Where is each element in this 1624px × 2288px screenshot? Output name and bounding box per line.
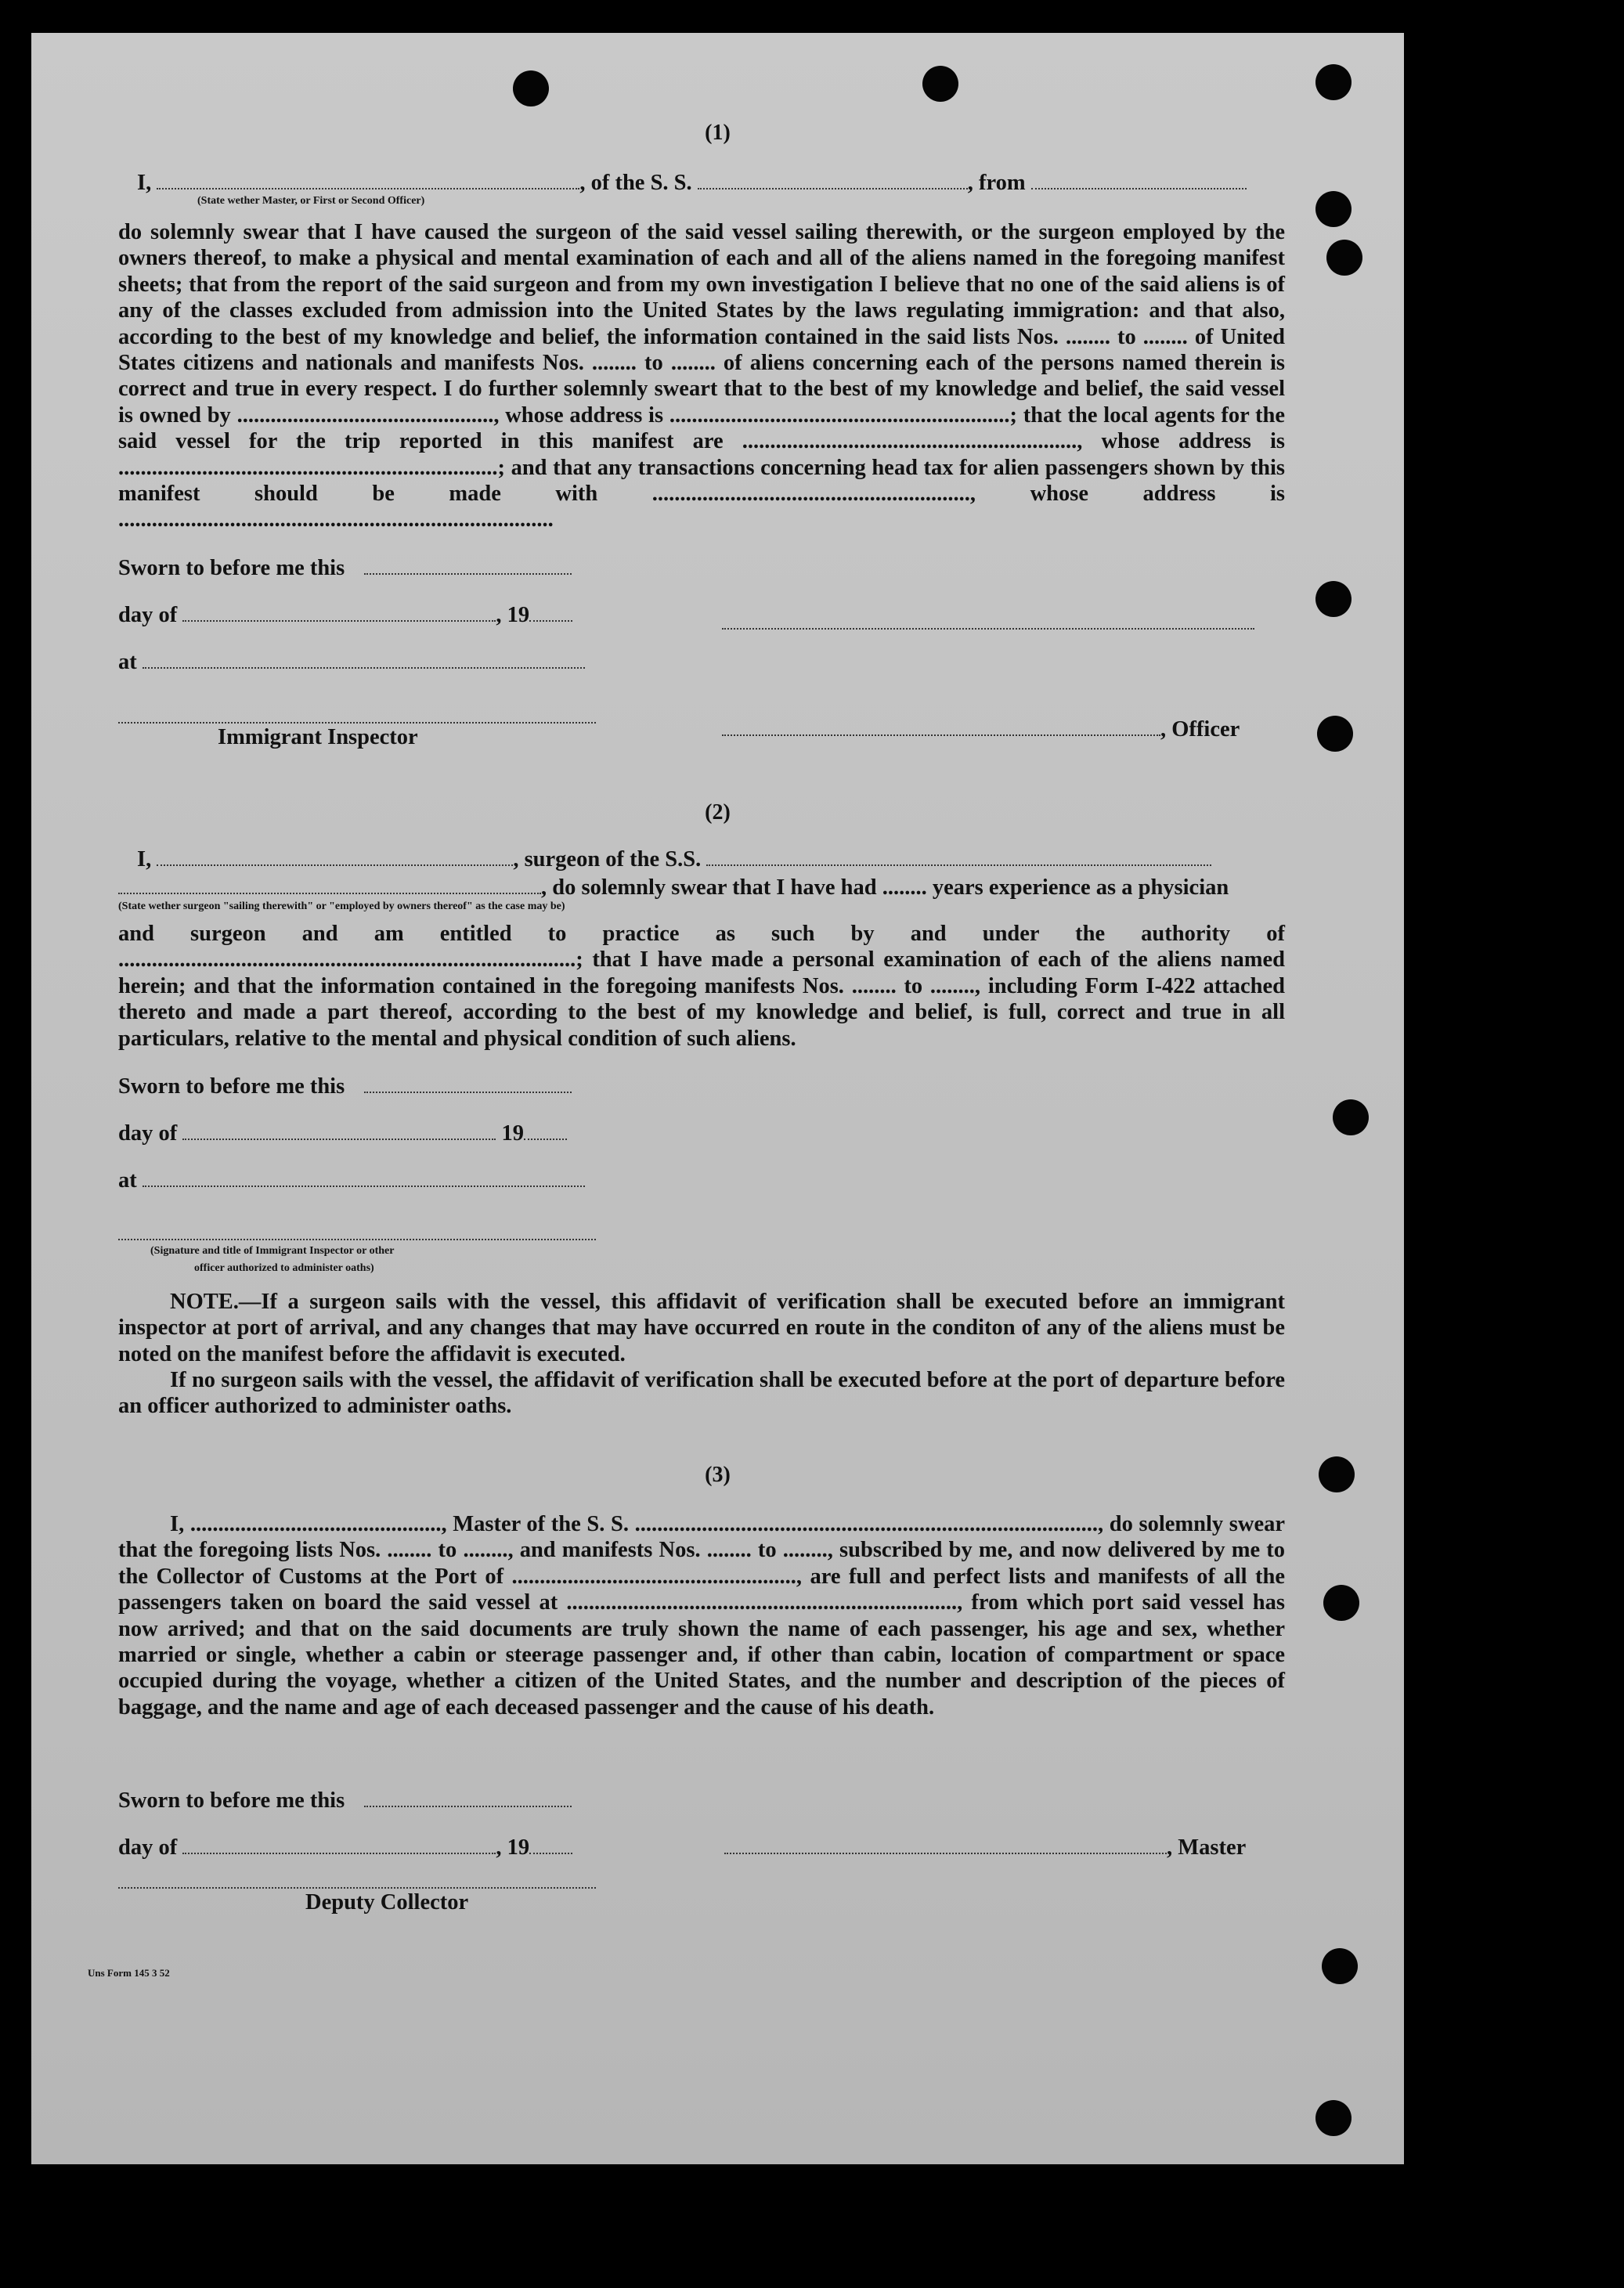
master-label: , Master <box>1167 1835 1247 1860</box>
blank-line <box>182 603 496 622</box>
blank-line <box>143 650 585 669</box>
punch-hole <box>1326 240 1362 276</box>
sec3-day-of <box>118 1835 572 1860</box>
sec2-sworn <box>118 1074 572 1099</box>
sec1-body: do solemnly swear that I have caused the surgeon of the said vessel sailing therewith, or the surgeon employed by the owners thereof, to make a physical and mental examination of each and all of the aliens named in the foregoing manifest sheets; that from the report of the said surgeon and from my own investigation I believe that no one of the said aliens is of any of the classes excluded from admission into the United States by the laws regulating immigration: and that also, according to the best of my knowledge and belief, the information contained in the said lists Nos. ........ to ........ of United States citizens and nationals and manifests Nos. ........ to ........ of aliens concerning each of the persons named therein is correct and true in every respect. I do further solemnly sweart that to the best of my knowledge and belief, the said vessel is owned by .............................................., whose address is .............................................................; that the local agents for the said vessel for the trip reported in this manifest are ............................................................, whose address is ....................................................................; and that any transactions concerning head tax for alien passengers shown by this manifest should be made with ........................................................., whose address is .............................................................................. <box>118 220 1285 532</box>
sec2-second-line <box>118 875 1229 900</box>
section-number: (2) <box>705 800 731 825</box>
sworn-label: Sworn to before me this <box>118 1788 345 1813</box>
sec1-of-ss: , of the S. S. <box>579 171 692 195</box>
punch-hole <box>1333 1099 1369 1135</box>
sec1-sworn <box>118 556 572 581</box>
sec2-at <box>118 1168 585 1193</box>
blank-line <box>182 1121 496 1140</box>
at-label: at <box>118 1168 137 1193</box>
section-number: (1) <box>705 121 731 145</box>
sec1-inspector: Immigrant Inspector <box>218 725 418 749</box>
inspector-signature-line <box>118 720 596 724</box>
blank-line <box>157 847 513 866</box>
blank-line <box>364 1074 572 1093</box>
year-label: , 19 <box>496 1835 530 1860</box>
sec3-master-line <box>724 1835 1246 1860</box>
sec2-i: I, <box>137 847 152 872</box>
punch-hole <box>1315 191 1352 227</box>
section-number: (3) <box>705 1463 731 1487</box>
day-of-label: day of <box>118 603 178 627</box>
punch-hole <box>1317 716 1353 752</box>
blank-line <box>698 171 968 189</box>
punch-hole <box>1323 1585 1359 1621</box>
sec2-signature-line <box>118 1237 596 1240</box>
sworn-label: Sworn to before me this <box>118 556 345 580</box>
sec1-i: I, <box>137 171 152 195</box>
punch-hole <box>1315 2100 1352 2136</box>
blank-line <box>529 603 572 622</box>
sec2-surgeon: , surgeon of the S.S. <box>513 847 702 872</box>
blank-line <box>706 847 1211 866</box>
sec2-note-2: If no surgeon sails with the vessel, the affidavit of verification shall be executed before at the port of departure before an officer authorized to administer oaths. <box>118 1368 1285 1419</box>
punch-hole <box>922 66 958 102</box>
form-number: Uns Form 145 3 52 <box>88 1967 170 1979</box>
at-label: at <box>118 650 137 674</box>
sec3-body: I, ............................................., Master of the S. S. ..................................................................................., do solemnly swear that the foregoing lists Nos. ........ to ........, and manifests Nos. ........ to ........, subscribed by me, and now delivered by me to the Collector of Customs at the Port of ..................................................., are full and perfect lists and manifests of all the passengers taken on board the said vessel at ......................................................................, from which port said vessel has now arrived; and that on the said documents are truly shown the name of each passenger, his age and sex, whether married or single, whether a cabin or steerage passenger and, if other than cabin, location of compartment or space occupied during the voyage, whether a citizen of the United States, and the number and description of the pieces of baggage, and the name and age of each deceased passenger and the cause of his death. <box>118 1512 1285 1720</box>
sec2-line2: , do solemnly swear that I have had ........ years experience as a physician <box>541 875 1229 900</box>
blank-line <box>118 875 541 894</box>
sec3-sworn <box>118 1788 572 1813</box>
blank-line <box>364 556 572 575</box>
sec1-day-of <box>118 603 572 628</box>
sec1-officer-line <box>722 717 1240 742</box>
blank-line <box>157 171 579 189</box>
sec1-caption: (State wether Master, or First or Second Officer) <box>197 195 425 207</box>
blank-line <box>524 1121 567 1140</box>
blank-line <box>182 1835 496 1854</box>
day-of-label: day of <box>118 1121 178 1146</box>
sec1-from: , from <box>967 171 1026 195</box>
officer-label: , Officer <box>1160 717 1240 742</box>
punch-hole <box>1322 1948 1358 1984</box>
blank-line <box>724 1835 1167 1854</box>
sworn-label: Sworn to before me this <box>118 1074 345 1099</box>
form-sheet <box>31 33 1404 2164</box>
sec2-sig-caption-2: officer authorized to administer oaths) <box>194 1262 374 1274</box>
sec1-first-line <box>137 171 1247 196</box>
punch-hole <box>1315 581 1352 617</box>
year-label: , 19 <box>496 603 530 627</box>
blank-line <box>529 1835 572 1854</box>
sec2-body: and surgeon and am entitled to practice as such by and under the authority of ..................................................................................; that I have made a personal examination of each of the aliens named herein; and that the information contained in the foregoing manifests Nos. ........ to ........, including Form I-422 attached thereto and made a part thereof, according to the best of my knowledge and belief, is full, correct and true in all particulars, relative to the mental and physical condition of such aliens. <box>118 922 1285 1051</box>
sec1-at <box>118 650 585 675</box>
sec3-collector: Deputy Collector <box>305 1890 469 1914</box>
sec2-note-1: NOTE.—If a surgeon sails with the vessel, this affidavit of verification shall be executed before an immigrant inspector at port of arrival, and any changes that may have occurred en route in the conditon of any of the aliens must be noted on the manifest before the affidavit is executed. <box>118 1290 1285 1366</box>
sec2-caption: (State wether surgeon "sailing therewith" or "employed by owners thereof" as the case may be) <box>118 900 565 912</box>
day-of-label: day of <box>118 1835 178 1860</box>
punch-hole <box>1315 64 1352 100</box>
blank-line <box>143 1168 585 1187</box>
blank-line <box>364 1788 572 1807</box>
blank-line <box>722 717 1160 736</box>
collector-signature-line <box>118 1886 596 1889</box>
sec2-day-of <box>118 1121 567 1146</box>
blank-line <box>1031 171 1247 189</box>
sec2-sig-caption-1: (Signature and title of Immigrant Inspector or other <box>150 1245 395 1257</box>
punch-hole <box>513 70 549 106</box>
sec2-first-line <box>137 847 1211 872</box>
officer-signature-line-top <box>722 626 1254 630</box>
year-label: 19 <box>501 1121 524 1146</box>
